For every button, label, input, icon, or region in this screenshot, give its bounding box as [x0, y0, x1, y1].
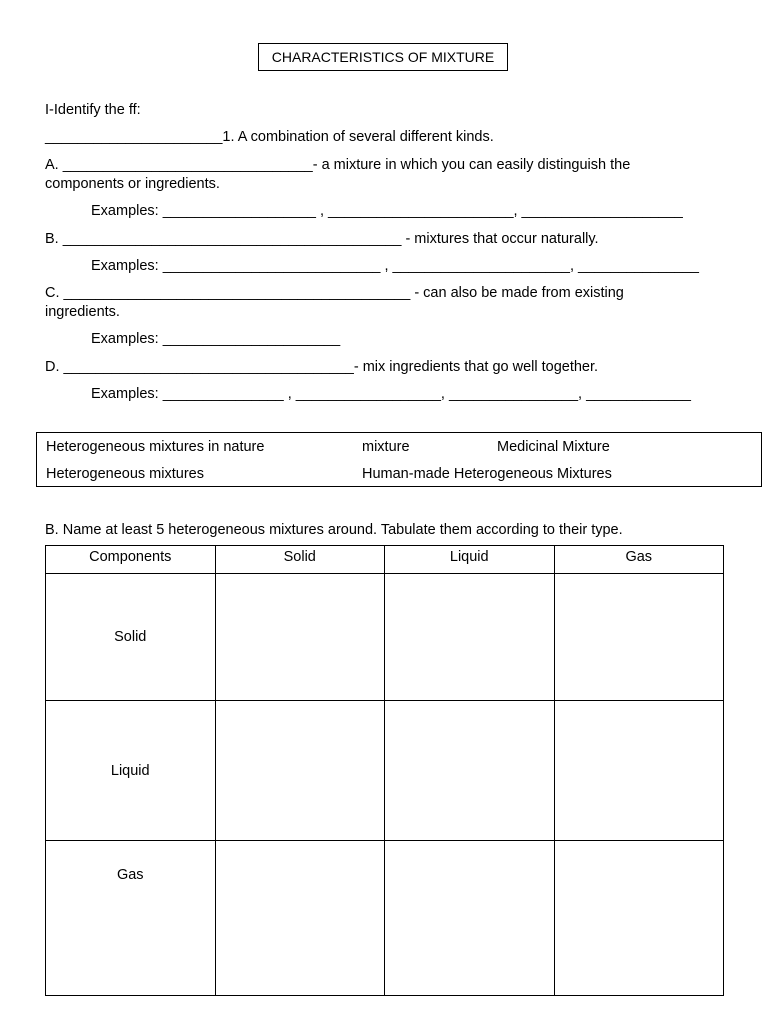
table-cell	[215, 701, 385, 841]
table-cell	[215, 841, 385, 996]
worksheet-title: CHARACTERISTICS OF MIXTURE	[258, 43, 508, 71]
table-cell	[554, 841, 724, 996]
item-1: ______________________1. A combination of several different kinds.	[45, 129, 494, 145]
word-bank-item: mixture	[362, 439, 410, 455]
table-row	[46, 841, 724, 996]
table-row	[46, 574, 724, 701]
item-b-line1: B. __________________________________________ - mixtures that occur naturally.	[45, 231, 599, 247]
item-c-line1: C. ___________________________________________ - can also be made from existing	[45, 285, 624, 301]
table-cell	[554, 574, 724, 701]
table-cell	[385, 574, 555, 701]
item-a-line1: A. _______________________________- a mixture in which you can easily distinguish the	[45, 157, 631, 173]
item-d-examples: Examples: _______________ , __________________, ________________, _____________	[91, 386, 691, 402]
word-bank-item: Human-made Heterogeneous Mixtures	[362, 466, 612, 482]
table-header-cell: Liquid	[385, 546, 555, 574]
word-bank	[36, 432, 762, 487]
mixture-table	[45, 545, 724, 996]
table-cell	[215, 574, 385, 701]
table-row	[46, 701, 724, 841]
table-header-cell: Components	[46, 546, 216, 574]
row-label: Liquid	[46, 701, 216, 841]
item-c-line2: ingredients.	[45, 304, 120, 320]
word-bank-item: Medicinal Mixture	[497, 439, 610, 455]
part1-heading: I-Identify the ff:	[45, 102, 141, 118]
table-cell	[554, 701, 724, 841]
item-a-line2: components or ingredients.	[45, 176, 220, 192]
item-b-examples: Examples: ___________________________ , ______________________, _______________	[91, 258, 699, 274]
item-a-examples: Examples: ___________________ , _______________________, ____________________	[91, 203, 683, 219]
word-bank-item: Heterogeneous mixtures in nature	[46, 439, 265, 455]
row-label: Solid	[46, 574, 216, 701]
table-cell	[385, 701, 555, 841]
table-header-cell: Solid	[215, 546, 385, 574]
word-bank-item: Heterogeneous mixtures	[46, 466, 204, 482]
item-d-line1: D. ____________________________________- mix ingredients that go well together.	[45, 359, 599, 375]
part2-instruction: B. Name at least 5 heterogeneous mixtures around. Tabulate them according to their type.	[45, 522, 623, 538]
table-cell	[385, 841, 555, 996]
item-c-examples: Examples: ______________________	[91, 331, 341, 347]
table-header-row	[46, 546, 724, 574]
table-header-cell: Gas	[554, 546, 724, 574]
row-label: Gas	[46, 841, 216, 996]
